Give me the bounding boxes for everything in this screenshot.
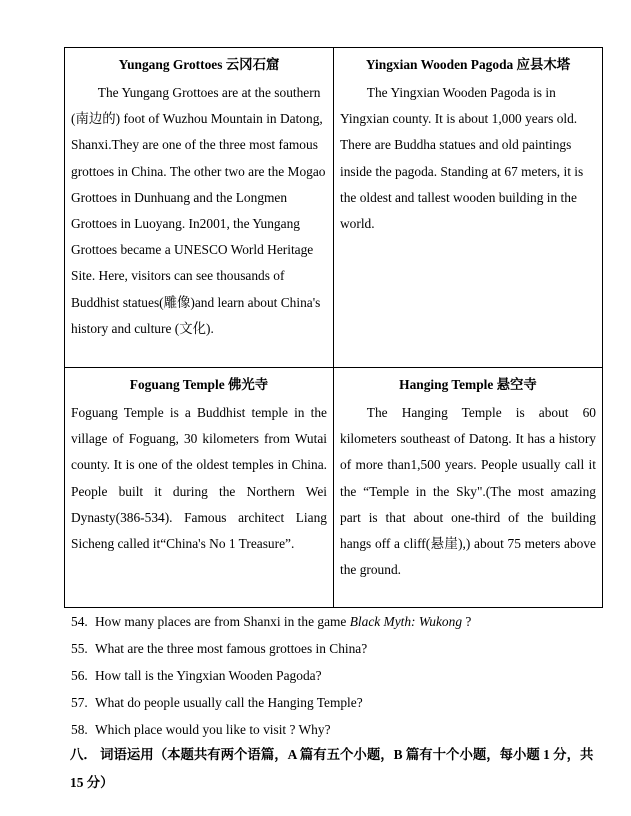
cell-title: Hanging Temple 悬空寺 xyxy=(399,377,537,392)
cell-body: The Yungang Grottoes are at the southern (南边的) foot of Wuzhou Mountain in Datong, Shanxi.They are one of the three most famous grottoes in China. The other two are the Mogao Grottoes in Dunhuang and the Longmen Grottoes in Luoyang. In2001, the Yungang Grottoes became a UNESCO World Heritage Site. Here, visitors can see thousands of Buddhist statues(雕像)and learn about China's history and culture (文化). xyxy=(71,85,326,336)
question-item xyxy=(71,662,611,689)
cell-yingxian xyxy=(334,48,603,368)
question-number: 57. xyxy=(71,695,88,710)
question-item xyxy=(71,608,611,635)
question-number: 56. xyxy=(71,668,88,683)
game-title: Black Myth: Wukong xyxy=(349,614,463,629)
question-number: 55. xyxy=(71,641,88,656)
question-list xyxy=(71,608,611,743)
cell-body: Foguang Temple is a Buddhist temple in the village of Foguang, 30 kilometers from Wutai county. It is one of the oldest temples in China. People built it during the Northern Wei Dynasty(386-534). Famous architect Liang Sicheng called it“China's No 1 Treasure”. xyxy=(71,405,327,552)
reading-table xyxy=(64,47,603,608)
question-text-end: ? xyxy=(462,614,472,629)
question-text: Which place would you like to visit ? Why? xyxy=(95,722,331,737)
cell-body: The Yingxian Wooden Pagoda is in Yingxian county. It is about 1,000 years old. There are Buddha statues and old paintings inside the pagoda. Standing at 67 meters, it is the oldest and tallest wooden building in the world. xyxy=(340,85,584,232)
question-number: 54. xyxy=(71,614,88,629)
question-text: What are the three most famous grottoes in China? xyxy=(95,641,368,656)
question-item xyxy=(71,716,611,743)
cell-title: Yingxian Wooden Pagoda 应县木塔 xyxy=(365,57,571,72)
cell-hanging xyxy=(334,368,603,608)
cell-body: The Hanging Temple is about 60 kilometers southeast of Datong. It has a history of more than1,500 years. People usually call it the “Temple in the Sky".(The most amazing part is that about one-third of the building hangs off a cliff(悬崖),) about 75 meters above the ground. xyxy=(340,405,596,578)
section-heading: 八． 词语运用（本题共有两个语篇，A 篇有五个小题，B 篇有十个小题，每小题 1 分，共 15 分） xyxy=(70,747,594,790)
cell-title: Yungang Grottoes 云冈石窟 xyxy=(118,57,280,72)
question-text: How tall is the Yingxian Wooden Pagoda? xyxy=(95,668,322,683)
cell-foguang xyxy=(65,368,334,608)
question-number: 58. xyxy=(71,722,88,737)
cell-title: Foguang Temple 佛光寺 xyxy=(129,377,269,392)
question-item xyxy=(71,635,611,662)
question-text: How many places are from Shanxi in the game xyxy=(95,614,350,629)
question-item xyxy=(71,689,611,716)
cell-yungang xyxy=(65,48,334,368)
question-text: What do people usually call the Hanging Temple? xyxy=(95,695,363,710)
